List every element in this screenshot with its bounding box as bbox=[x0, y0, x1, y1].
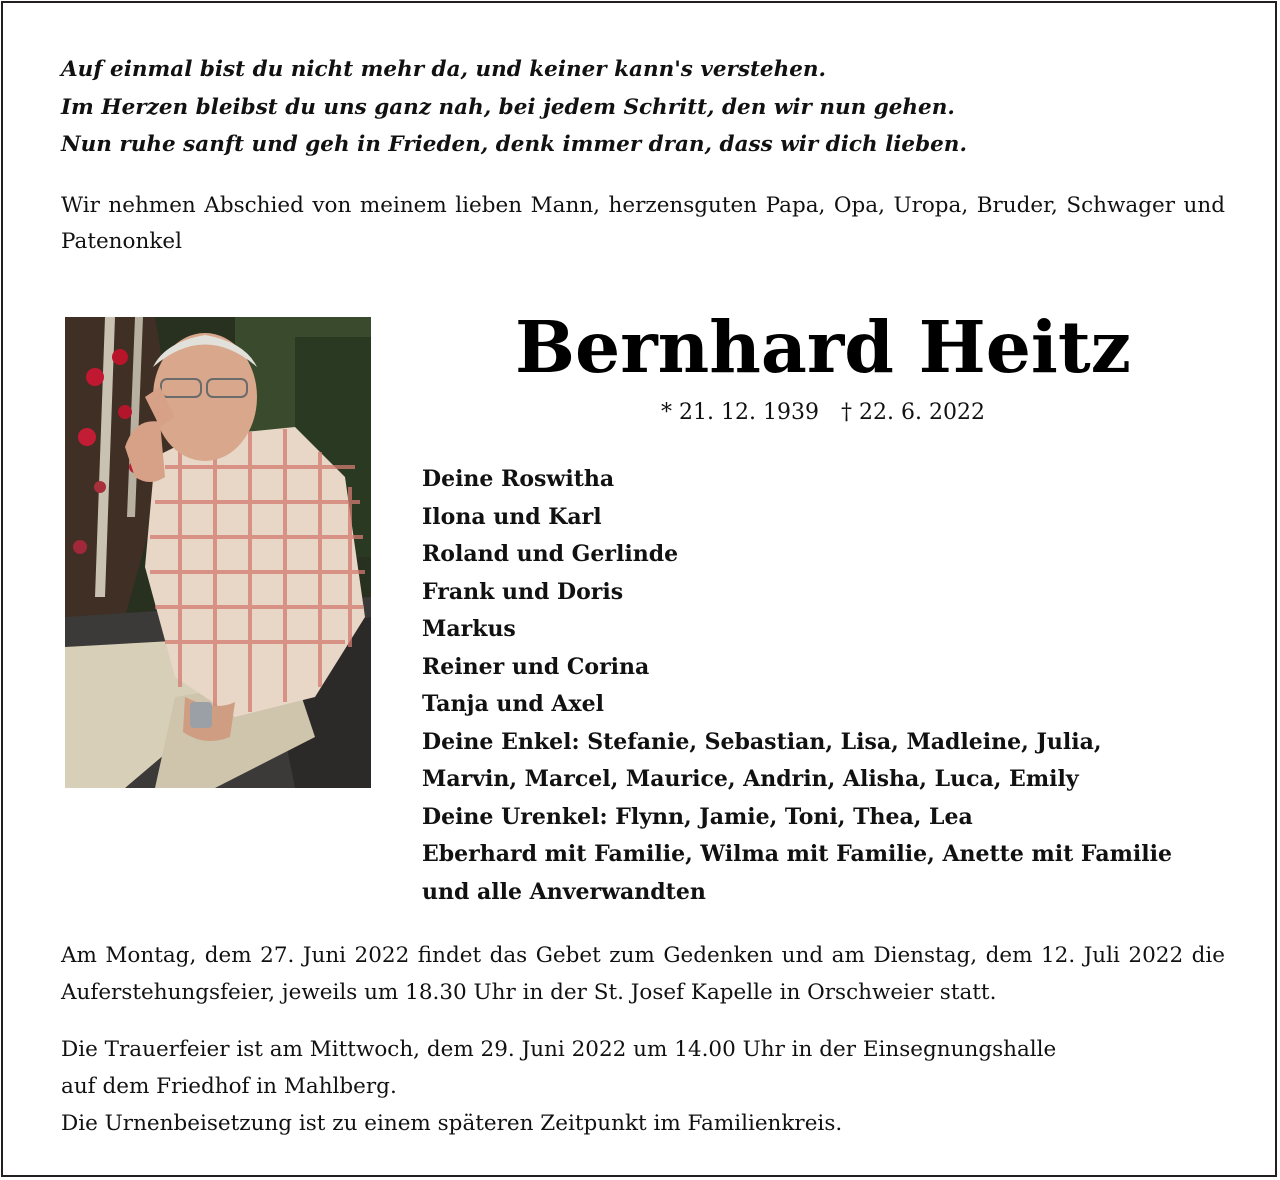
prayer-notice: Am Montag, dem 27. Juni 2022 findet das Gebet zum Gedenken und am Dienstag, dem 12. Juli 2022 die Auferstehungsfeier, jeweils um 18.30 Uhr in der St. Josef Kapelle in Orschweier statt. bbox=[61, 943, 1225, 1005]
mourner-line: Deine Roswitha bbox=[422, 466, 615, 492]
mourner-line: und alle Anverwandten bbox=[422, 878, 706, 905]
life-dates bbox=[423, 398, 1223, 428]
portrait-photo bbox=[65, 317, 371, 788]
mourner-line: Deine Enkel: Stefanie, Sebastian, Lisa, Madleine, Julia, bbox=[422, 728, 1102, 755]
birth-date: * 21. 12. 1939 bbox=[661, 400, 819, 425]
mourner-line: Markus bbox=[422, 616, 516, 642]
funeral-line: Die Trauerfeier ist am Mittwoch, dem 29. Juni 2022 um 14.00 Uhr in der Einsegnungshalle bbox=[61, 1037, 1057, 1062]
mourner-line: Tanja und Axel bbox=[422, 691, 604, 717]
mourner-line: Roland und Gerlinde bbox=[422, 541, 679, 567]
mourner-line: Ilona und Karl bbox=[422, 503, 602, 530]
deceased-name: Bernhard Heitz bbox=[515, 305, 1131, 389]
memorial-poem bbox=[61, 51, 1231, 164]
mourner-line: Eberhard mit Familie, Wilma mit Familie, Anette mit Familie bbox=[422, 841, 1172, 867]
mourner-line: Frank und Doris bbox=[422, 578, 624, 605]
urn-notice: Die Urnenbeisetzung ist zu einem späteren Zeitpunkt im Familienkreis. bbox=[61, 1111, 843, 1136]
poem-line: Auf einmal bist du nicht mehr da, und keiner kann's verstehen. bbox=[61, 57, 827, 82]
farewell-intro: Wir nehmen Abschied von meinem lieben Mann, herzensguten Papa, Opa, Uropa, Bruder, Schwager und Patenonkel bbox=[61, 193, 1225, 254]
mourner-line: Marvin, Marcel, Maurice, Andrin, Alisha, Luca, Emily bbox=[422, 766, 1079, 792]
death-date: † 22. 6. 2022 bbox=[841, 400, 985, 425]
funeral-line: auf dem Friedhof in Mahlberg. bbox=[61, 1074, 397, 1099]
mourner-line: Reiner und Corina bbox=[422, 653, 650, 680]
poem-line: Nun ruhe sanft und geh in Frieden, denk immer dran, dass wir dich lieben. bbox=[61, 132, 967, 157]
funeral-notice bbox=[61, 1031, 1225, 1142]
obituary-frame bbox=[1, 1, 1277, 1177]
mourners-list bbox=[422, 461, 1232, 911]
mourner-line: Deine Urenkel: Flynn, Jamie, Toni, Thea, Lea bbox=[422, 803, 973, 830]
poem-line: Im Herzen bleibst du uns ganz nah, bei jedem Schritt, den wir nun gehen. bbox=[61, 94, 955, 120]
